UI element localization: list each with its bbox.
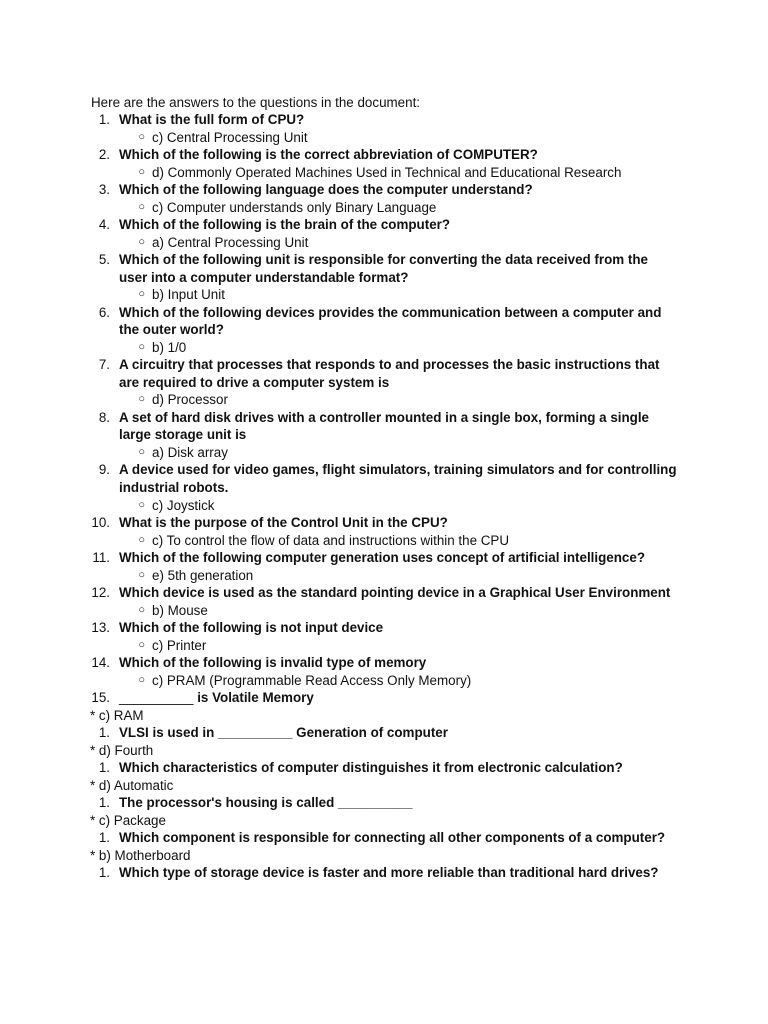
question-number: 1. [98, 724, 110, 740]
answer-text: a) Central Processing Unit [152, 234, 309, 250]
question-text: The processor's housing is called __________ [119, 794, 413, 810]
question-text: A device used for video games, flight simulators, training simulators and for controlling industrial robots. [119, 462, 677, 495]
answer-row [0, 234, 768, 251]
answer-text: c) Joystick [152, 497, 215, 513]
answer-row [0, 672, 768, 689]
question-number: 5. [98, 252, 110, 267]
starred-answer: * d) Automatic [90, 777, 174, 793]
circle-bullet-icon: ○ [138, 603, 145, 616]
question-number: 6. [98, 304, 110, 320]
circle-bullet-icon: ○ [138, 533, 145, 546]
starred-answer: * c) RAM [90, 707, 144, 723]
question-row [0, 251, 768, 286]
question-text: A set of hard disk drives with a controller mounted in a single box, forming a single large storage unit is [119, 409, 650, 443]
question-row [0, 146, 768, 164]
question-text: Which component is responsible for connecting all other components of a computer? [119, 829, 666, 845]
question-text: Which of the following is the correct abbreviation of COMPUTER? [119, 147, 538, 162]
question-row [0, 584, 768, 602]
question-text: Which of the following is not input device [119, 619, 384, 635]
circle-bullet-icon: ○ [138, 638, 145, 651]
question-row [0, 759, 768, 777]
question-number: 1. [98, 112, 110, 127]
intro-text: Here are the answers to the questions in the document: [91, 95, 421, 110]
question-row [0, 216, 768, 234]
answer-text: e) 5th generation [152, 567, 254, 583]
question-text: What is the full form of CPU? [119, 112, 305, 127]
question-row [0, 689, 768, 707]
circle-bullet-icon: ○ [138, 498, 145, 511]
answer-text: a) Disk array [152, 444, 228, 460]
question-number: 1. [98, 864, 110, 880]
answer-row [0, 637, 768, 654]
question-row [0, 829, 768, 847]
question-number: 3. [98, 182, 110, 197]
circle-bullet-icon: ○ [138, 673, 145, 686]
question-text: Which of the following computer generation uses concept of artificial intelligence? [119, 549, 646, 565]
question-number: 14. [91, 654, 110, 670]
answer-row [0, 129, 768, 146]
question-row [0, 409, 768, 444]
answer-row [0, 602, 768, 619]
question-number: 2. [98, 147, 110, 162]
question-row [0, 794, 768, 812]
question-number: 7. [98, 357, 110, 373]
answer-row [0, 532, 768, 549]
question-text: Which of the following language does the computer understand? [119, 182, 533, 197]
question-text: Which of the following devices provides the communication between a computer and the outer world? [119, 304, 662, 338]
question-text: Which of the following is the brain of the computer? [119, 217, 451, 232]
question-number: 15. [91, 689, 110, 705]
circle-bullet-icon: ○ [138, 568, 145, 581]
question-row [0, 549, 768, 567]
answer-text: c) To control the flow of data and instructions within the CPU [152, 532, 510, 548]
question-row [0, 181, 768, 199]
circle-bullet-icon: ○ [138, 200, 145, 213]
answer-text: b) 1/0 [152, 339, 187, 355]
question-number: 8. [98, 409, 110, 425]
answer-row [0, 444, 768, 461]
answer-row [0, 286, 768, 303]
circle-bullet-icon: ○ [138, 165, 145, 178]
question-row [0, 304, 768, 339]
answer-list [0, 111, 768, 882]
circle-bullet-icon: ○ [138, 445, 145, 458]
question-text: Which type of storage device is faster and more reliable than traditional hard drives? [119, 864, 659, 880]
question-number: 12. [91, 584, 110, 600]
question-row [0, 111, 768, 129]
answer-text: c) Printer [152, 637, 207, 653]
question-text: Which of the following is invalid type of memory [119, 654, 427, 670]
question-number: 1. [98, 829, 110, 845]
answer-text: c) Computer understands only Binary Language [152, 199, 437, 215]
answer-text: d) Processor [152, 392, 228, 408]
circle-bullet-icon: ○ [138, 393, 145, 406]
question-number: 13. [91, 619, 110, 635]
question-row [0, 724, 768, 742]
answer-text: b) Input Unit [152, 287, 225, 303]
question-number: 4. [98, 217, 110, 232]
question-text: What is the purpose of the Control Unit in the CPU? [119, 514, 448, 530]
question-text: Which of the following unit is responsible for converting the data received from the user into a computer understandable format? [119, 252, 648, 285]
starred-answer: * c) Package [90, 812, 166, 828]
answer-row [0, 391, 768, 408]
circle-bullet-icon: ○ [138, 130, 145, 143]
answer-row [0, 164, 768, 181]
blank-line: __________ [119, 689, 194, 705]
answer-row [0, 567, 768, 584]
question-text-tail: is Volatile Memory [193, 689, 314, 705]
answer-row [0, 497, 768, 514]
question-number: 11. [92, 549, 110, 565]
question-row [0, 356, 768, 391]
question-text: Which characteristics of computer distinguishes it from electronic calculation? [119, 759, 623, 775]
answer-row [0, 339, 768, 356]
question-number: 10. [91, 514, 110, 530]
answer-text: d) Commonly Operated Machines Used in Technical and Educational Research [152, 164, 622, 180]
answer-text: b) Mouse [152, 602, 208, 618]
starred-answer: * d) Fourth [90, 742, 154, 758]
question-text: Which device is used as the standard pointing device in a Graphical User Environment [119, 584, 671, 600]
question-text [119, 689, 679, 707]
question-number: 9. [98, 462, 110, 478]
starred-answer: * b) Motherboard [90, 847, 191, 863]
circle-bullet-icon: ○ [138, 288, 145, 301]
circle-bullet-icon: ○ [138, 340, 145, 353]
question-number: 1. [98, 794, 110, 810]
question-row [0, 619, 768, 637]
question-number: 1. [98, 759, 110, 775]
answer-row [0, 199, 768, 216]
answer-text: c) Central Processing Unit [152, 129, 308, 145]
question-row [0, 864, 768, 882]
question-text: VLSI is used in __________ Generation of computer [119, 724, 448, 740]
circle-bullet-icon: ○ [138, 235, 145, 248]
question-row [0, 514, 768, 532]
question-row [0, 654, 768, 672]
answer-text: c) PRAM (Programmable Read Access Only Memory) [152, 672, 472, 688]
question-text: A circuitry that processes that responds to and processes the basic instructions that are required to drive a computer system is [119, 357, 660, 390]
question-row [0, 461, 768, 496]
